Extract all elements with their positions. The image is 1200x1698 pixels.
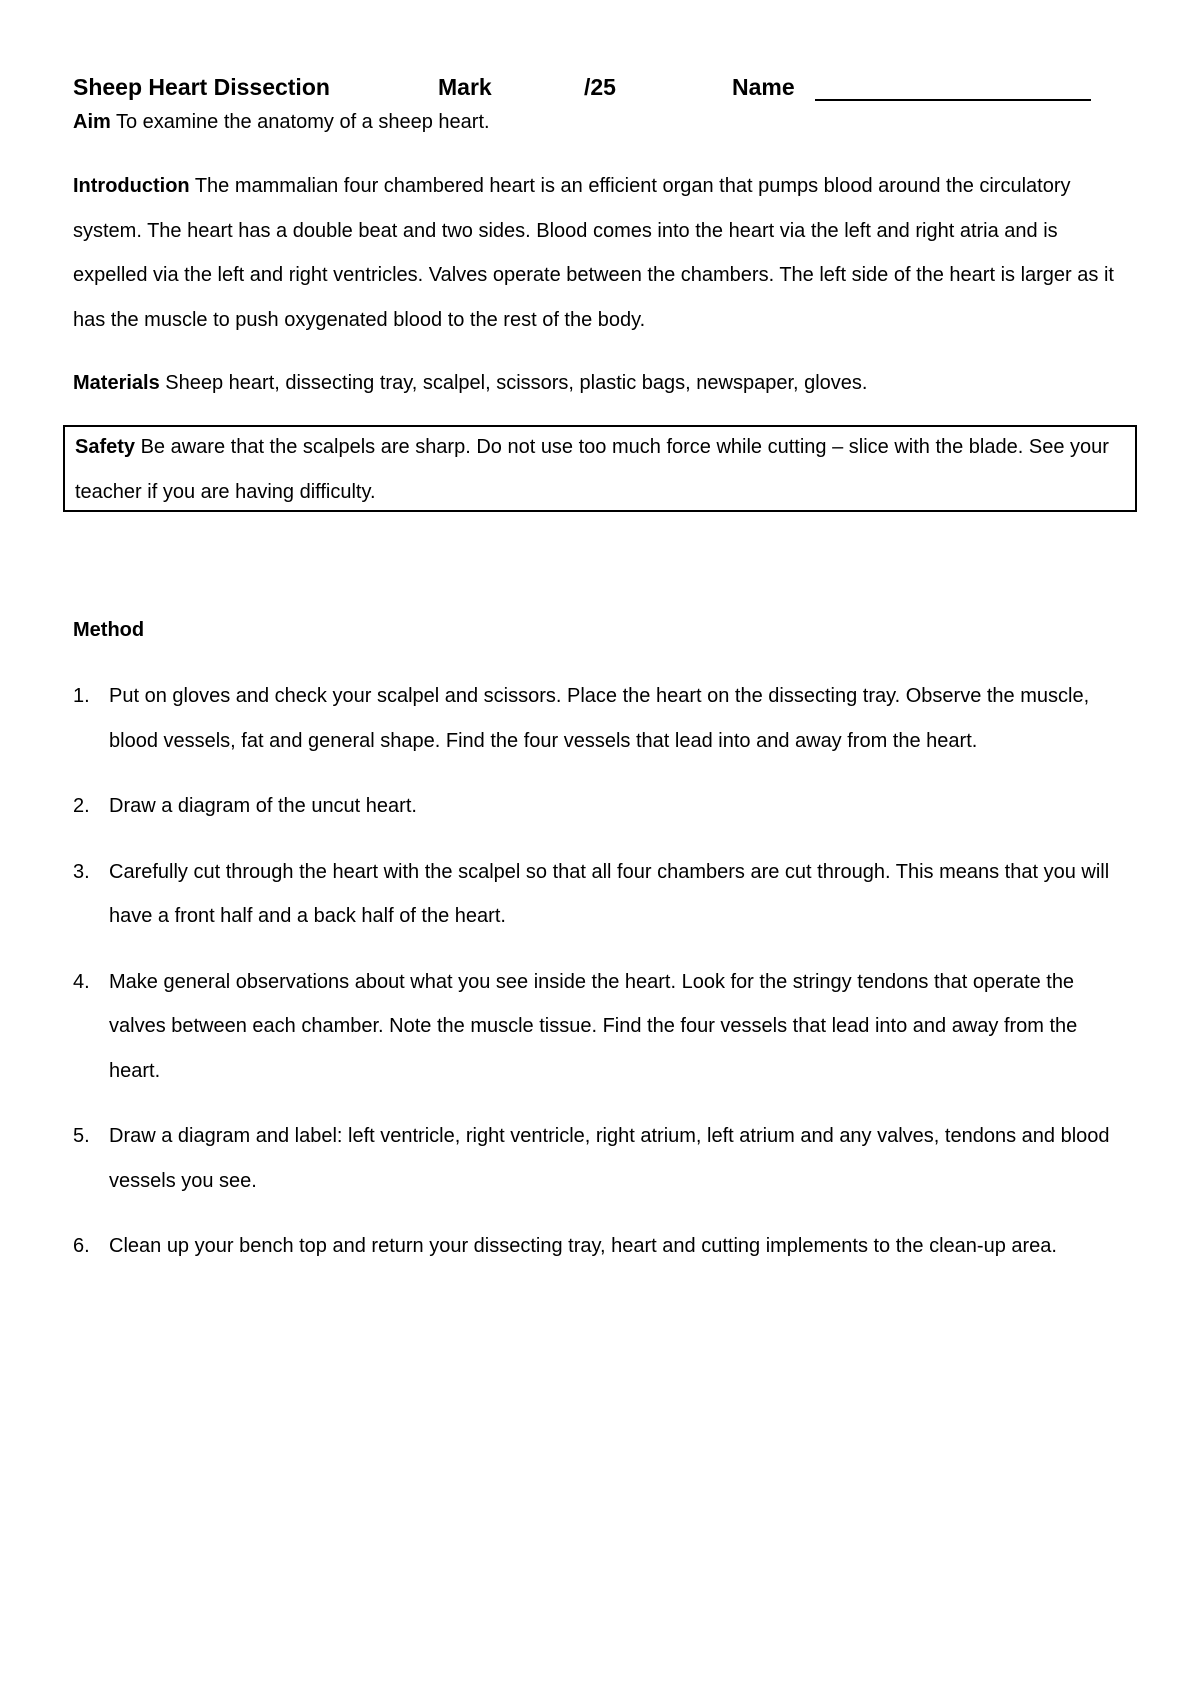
materials-section	[73, 361, 1133, 406]
name-blank-line	[815, 99, 1091, 101]
step-number: 1.	[73, 685, 90, 707]
step-text: Draw a diagram of the uncut heart.	[109, 795, 417, 817]
safety-box	[63, 425, 1137, 512]
method-step	[73, 1224, 1133, 1269]
mark-out-of: /25	[584, 74, 616, 100]
step-text: Make general observations about what you see inside the heart. Look for the stringy tendons that operate the valves between each chamber. Note the muscle tissue. Find the four vessels that lead into and away from the heart.	[109, 970, 1078, 1082]
name-label: Name	[732, 74, 795, 100]
safety-label: Safety	[75, 436, 136, 458]
aim-section	[73, 104, 1133, 140]
introduction-label: Introduction	[73, 175, 190, 197]
step-number: 5.	[73, 1125, 90, 1147]
step-number: 2.	[73, 795, 90, 817]
step-number: 3.	[73, 860, 90, 883]
step-text: Clean up your bench top and return your dissecting tray, heart and cutting implements to the clean-up area.	[109, 1235, 1057, 1257]
materials-label: Materials	[73, 372, 160, 394]
aim-text: To examine the anatomy of a sheep heart.	[110, 111, 490, 133]
method-step	[73, 784, 1133, 829]
aim-label: Aim	[73, 111, 111, 133]
method-heading: Method	[73, 619, 145, 641]
worksheet-header	[73, 74, 1133, 108]
introduction-text: The mammalian four chambered heart is an efficient organ that pumps blood around the circulatory system. The heart has a double beat and two sides. Blood comes into the heart via the left and right atria and is expelled via the left and right ventricles. Valves operate between the chambers. The left side of the heart is larger as it has the muscle to push oxygenated blood to the rest of the body.	[73, 175, 1114, 331]
method-step	[73, 1114, 1133, 1203]
introduction-section	[73, 164, 1133, 342]
step-text: Carefully cut through the heart with the scalpel so that all four chambers are cut through. This means that you will have a front half and a back half of the heart.	[109, 860, 1110, 927]
materials-text: Sheep heart, dissecting tray, scalpel, scissors, plastic bags, newspaper, gloves.	[159, 372, 868, 394]
method-step	[73, 674, 1133, 763]
method-step	[73, 850, 1133, 939]
step-number: 4.	[73, 970, 90, 993]
worksheet-title: Sheep Heart Dissection	[73, 74, 330, 100]
step-number: 6.	[73, 1235, 90, 1257]
step-text: Draw a diagram and label: left ventricle, right ventricle, right atrium, left atrium and any valves, tendons and blood vessels you see.	[109, 1125, 1110, 1192]
safety-section	[75, 425, 1125, 514]
method-step	[73, 960, 1133, 1094]
step-text: Put on gloves and check your scalpel and scissors. Place the heart on the dissecting tray. Observe the muscle, blood vessels, fat and general shape. Find the four vessels that lead into and away from the heart.	[109, 685, 1090, 752]
mark-label: Mark	[438, 74, 492, 100]
method-steps	[73, 674, 1133, 1290]
safety-text: Be aware that the scalpels are sharp. Do not use too much force while cutting – slice with the blade. See your teacher if you are having difficulty.	[75, 436, 1109, 503]
